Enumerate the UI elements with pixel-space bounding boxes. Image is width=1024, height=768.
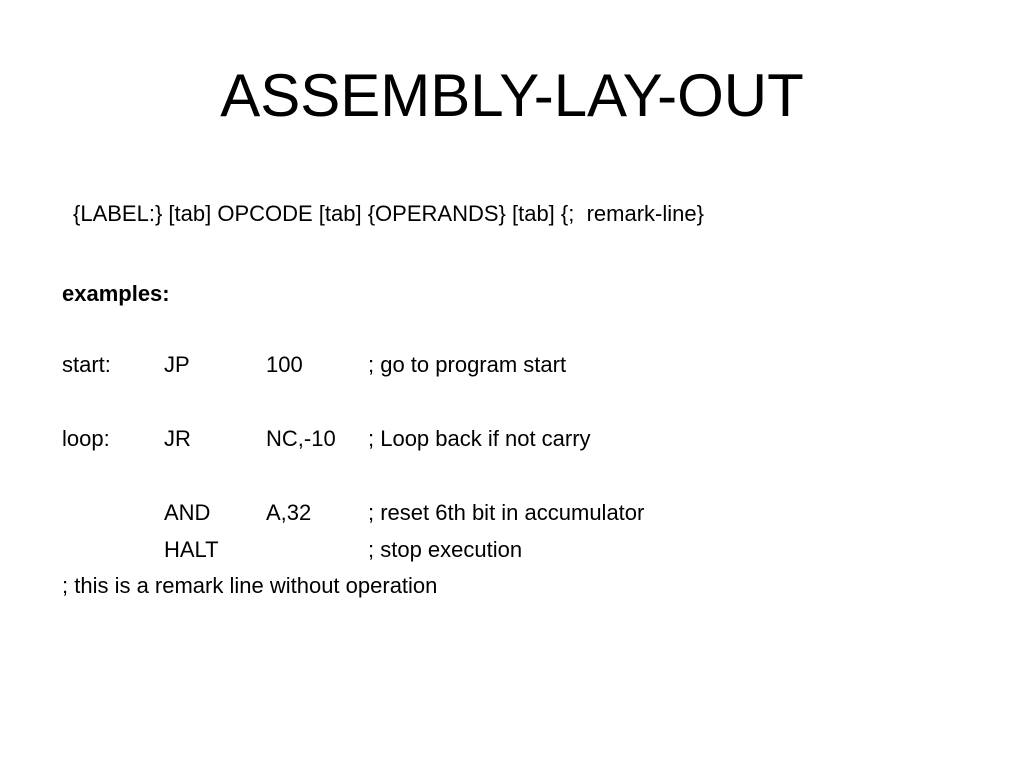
code-label: start:	[62, 352, 111, 377]
code-opcode: JP	[164, 352, 190, 377]
code-opcode: JR	[164, 426, 191, 451]
syntax-line: {LABEL:} [tab] OPCODE [tab] {OPERANDS} [tab] {; remark-line}	[73, 201, 704, 226]
code-remark: ; go to program start	[368, 352, 567, 377]
code-opcode: HALT	[164, 537, 219, 562]
slide-title: ASSEMBLY-LAY-OUT	[220, 62, 804, 129]
remark-only-line: ; this is a remark line without operation	[62, 573, 438, 598]
code-operands: NC,-10	[266, 426, 336, 451]
code-remark: ; reset 6th bit in accumulator	[368, 500, 645, 525]
code-remark: ; Loop back if not carry	[368, 426, 591, 451]
code-operands: 100	[266, 352, 303, 377]
code-operands: A,32	[266, 500, 312, 525]
code-remark: ; stop execution	[368, 537, 523, 562]
code-opcode: AND	[164, 500, 211, 525]
code-label: loop:	[62, 426, 110, 451]
examples-heading: examples:	[62, 281, 170, 306]
